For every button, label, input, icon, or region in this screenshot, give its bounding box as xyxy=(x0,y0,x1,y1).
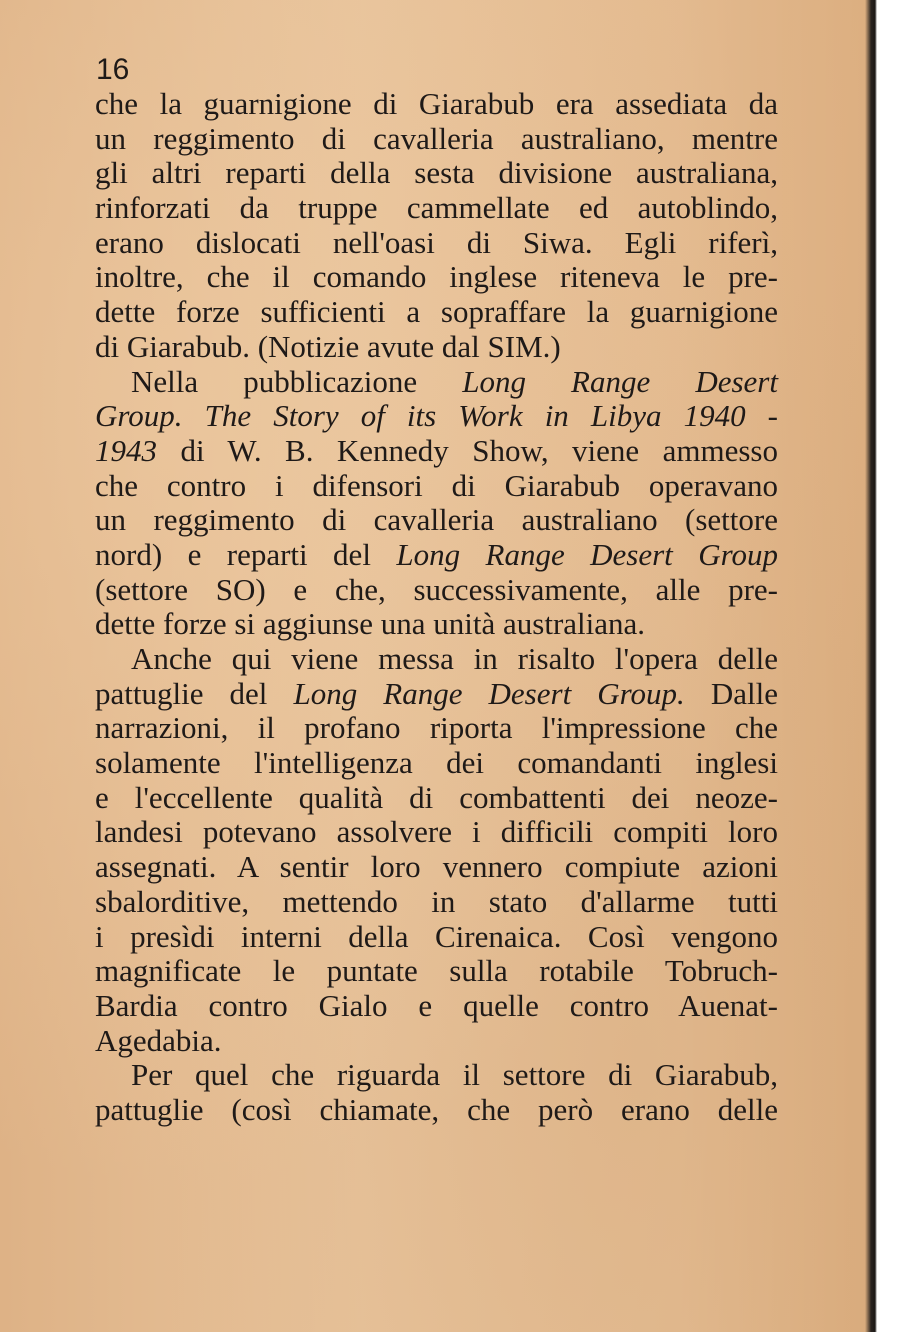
text-line xyxy=(95,989,778,1024)
text-line xyxy=(95,330,778,365)
text-fragment: erano dislocati nell'oasi di Siwa. Egli riferì, xyxy=(95,224,778,260)
text-line xyxy=(95,885,778,920)
text-fragment: (settore SO) e che, successivamente, alle pre- xyxy=(95,571,778,607)
book-spine-edge xyxy=(865,0,905,1332)
italic-text: Group. The Story of its Work in Libya 1940 - xyxy=(95,398,778,434)
italic-text: Long Range Desert xyxy=(462,363,778,399)
text-fragment: che la guarnigione di Giarabub era assediata da xyxy=(95,86,778,121)
text-line xyxy=(95,746,778,781)
text-line xyxy=(95,920,778,955)
text-fragment: Agedabia. xyxy=(95,1022,222,1058)
text-line xyxy=(95,260,778,295)
text-fragment: un reggimento di cavalleria australiano (settore xyxy=(95,502,778,538)
text-fragment: narrazioni, il profano riporta l'impressione che xyxy=(95,710,778,746)
text-fragment: di Giarabub. (Notizie avute dal SIM.) xyxy=(95,328,561,364)
text-line xyxy=(95,781,778,816)
text-fragment: i presìdi interni della Cirenaica. Così vengono xyxy=(95,918,778,954)
text-line xyxy=(95,642,778,677)
text-line xyxy=(95,711,778,746)
page-number: 16 xyxy=(96,53,130,86)
text-line xyxy=(95,365,778,400)
text-fragment: che contro i difensori di Giarabub operavano xyxy=(95,467,778,503)
text-line xyxy=(95,677,778,712)
text-fragment: assegnati. A sentir loro vennero compiute azioni xyxy=(95,849,778,885)
text-line xyxy=(95,1058,778,1093)
text-fragment: pattuglie (così chiamate, che però erano delle xyxy=(95,1091,778,1127)
text-line xyxy=(95,469,778,504)
text-fragment: solamente l'intelligenza dei comandanti inglesi xyxy=(95,745,778,781)
text-fragment: rinforzati da truppe cammellate ed autoblindo, xyxy=(95,190,778,226)
text-fragment: di W. B. Kennedy Show, viene ammesso xyxy=(157,432,778,468)
text-fragment: landesi potevano assolvere i difficili compiti loro xyxy=(95,814,778,850)
text-line xyxy=(95,1024,778,1059)
text-fragment: Dalle xyxy=(684,675,778,711)
text-fragment: Nella pubblicazione xyxy=(131,363,463,399)
text-line xyxy=(95,226,778,261)
text-fragment: sbalorditive, mettendo in stato d'allarme tutti xyxy=(95,883,778,919)
text-line xyxy=(95,954,778,989)
text-line xyxy=(95,434,778,469)
italic-text: 1943 xyxy=(95,432,157,468)
text-line xyxy=(95,815,778,850)
text-line xyxy=(95,399,778,434)
text-line xyxy=(95,607,778,642)
text-line xyxy=(95,156,778,191)
body-text xyxy=(95,87,778,1128)
text-fragment: dette forze si aggiunse una unità australiana. xyxy=(95,606,646,642)
text-line xyxy=(95,87,778,122)
text-fragment: Bardia contro Gialo e quelle contro Auenat- xyxy=(95,987,778,1023)
text-fragment: nord) e reparti del xyxy=(95,536,397,572)
text-fragment: dette forze sufficienti a sopraffare la guarnigione xyxy=(95,294,778,330)
text-line xyxy=(95,850,778,885)
text-fragment: gli altri reparti della sesta divisione australiana, xyxy=(95,155,778,191)
text-line xyxy=(95,1093,778,1128)
text-fragment: pattuglie del xyxy=(95,675,294,711)
text-fragment: Anche qui viene messa in risalto l'opera delle xyxy=(131,641,778,676)
text-line xyxy=(95,295,778,330)
italic-text: Long Range Desert Group. xyxy=(293,675,685,711)
text-fragment: magnificate le puntate sulla rotabile Tobruch- xyxy=(95,953,778,989)
text-line xyxy=(95,122,778,157)
text-fragment: un reggimento di cavalleria australiano, mentre xyxy=(95,120,778,156)
text-fragment: e l'eccellente qualità di combattenti dei neoze- xyxy=(95,779,778,815)
text-line xyxy=(95,503,778,538)
text-line xyxy=(95,191,778,226)
text-line xyxy=(95,538,778,573)
text-fragment: Per quel che riguarda il settore di Giarabub, xyxy=(131,1057,778,1093)
text-line xyxy=(95,573,778,608)
text-fragment: inoltre, che il comando inglese riteneva le pre- xyxy=(95,259,778,295)
italic-text: Long Range Desert Group xyxy=(396,536,779,572)
